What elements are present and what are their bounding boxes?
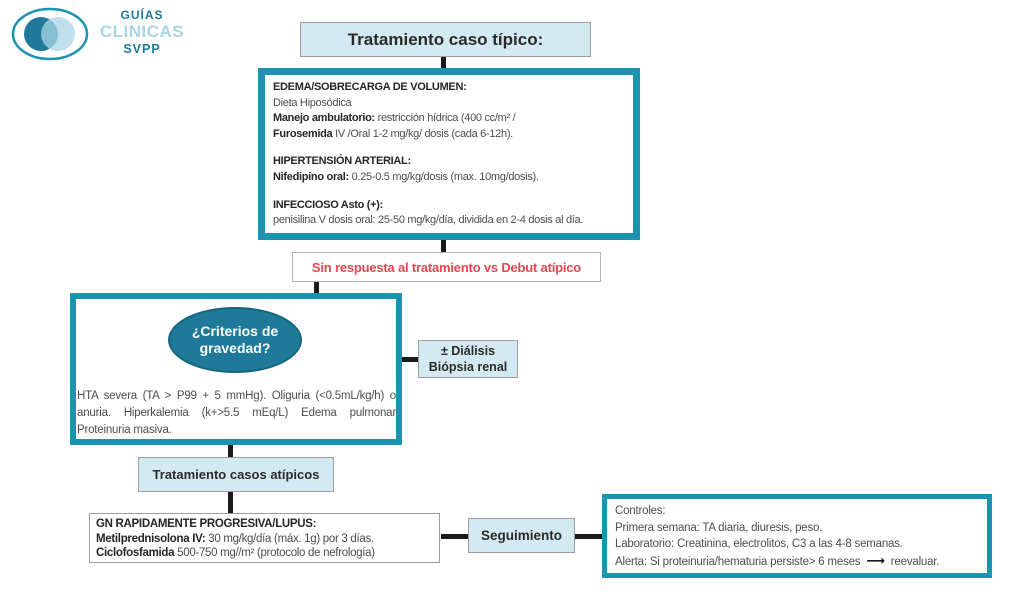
spacer (273, 186, 628, 198)
nifedipino-line: Nifedipino oral: 0.25-0.5 mg/kg/dosis (max. 10mg/dosis). (273, 170, 539, 183)
connector-followup-to-controls (575, 534, 602, 539)
edema-heading: EDEMA/SOBRECARGA DE VOLUMEN: (273, 81, 467, 93)
connector-treatment-to-noresponse (441, 240, 446, 252)
hta-heading: HIPERTENSIÓN ARTERIAL: (273, 155, 411, 168)
controls-heading: Controles: (615, 505, 666, 517)
logo-line-clinicas: CLINICAS (99, 22, 185, 41)
connector-severity-to-atypical (228, 445, 233, 457)
edema-line: Dieta Hiposódica (273, 96, 352, 109)
no-response-box (292, 252, 601, 282)
dialysis-line2: Biópsia renal (428, 360, 508, 374)
alert-line (615, 553, 979, 571)
followup-label: Seguimiento (480, 528, 562, 543)
title-label: Tratamiento caso típico: (347, 29, 544, 49)
penicilina-line: penisilina V dosis oral: 25-50 mg/kg/día, dividida en 2-4 dosis al día. (273, 214, 584, 227)
logo-line-svpp: SVPP (123, 42, 161, 56)
overlapping-circles-icon (10, 6, 90, 67)
connector-gn-to-followup (441, 534, 468, 539)
connector-severity-to-dialysis (402, 357, 418, 362)
logo-text (94, 9, 190, 56)
dialysis-line1: ± Diálisis (440, 344, 496, 358)
manejo-line: Manejo ambulatorio: restricción hídrica (400 cc/m² / (273, 112, 516, 125)
ellipse-line1: ¿Criterios de (191, 323, 279, 339)
severity-question-ellipse (168, 307, 302, 373)
ciclofosfamida-line: Ciclofosfamida 500-750 mg//m² (protocolo de nefrología) (96, 547, 375, 560)
svpp-logo (10, 6, 185, 64)
right-arrow-icon: ⟶ (866, 552, 885, 568)
infeccioso-heading: INFECCIOSO Asto (+): (273, 198, 384, 211)
gn-treatment-box (89, 513, 440, 563)
furosemida-line: Furosemida IV /Oral 1-2 mg/kg/ dosis (cada 6-12h). (273, 127, 513, 140)
spacer (273, 142, 628, 154)
title-box (300, 22, 591, 57)
laboratory-line: Laboratorio: Creatinina, electrolitos, C3 a las 4-8 semanas. (615, 538, 903, 550)
atypical-treatment-box (138, 457, 334, 492)
ellipse-line2: gravedad? (199, 340, 271, 356)
alert-text: Alerta: Si proteinuria/hematuria persiste> 6 meses (615, 555, 861, 568)
connector-title-to-treatment (441, 57, 446, 68)
no-response-label: Sin respuesta al tratamiento vs Debut atípico (311, 259, 582, 275)
followup-box (468, 518, 575, 553)
metilprednisolona-line: Metilprednisolona IV: 30 mg/kg/día (máx. 1g) por 3 días. (96, 532, 374, 545)
logo-line-guias: GUÍAS (120, 8, 164, 22)
atypical-label: Tratamiento casos atípicos (152, 467, 320, 482)
gn-heading: GN RAPIDAMENTE PROGRESIVA/LUPUS: (96, 518, 317, 530)
typical-treatment-box (258, 68, 640, 240)
alert-action-text: reevaluar. (890, 555, 940, 568)
connector-atypical-to-gn (228, 492, 233, 513)
severity-criteria-text: HTA severa (TA > P99 + 5 mmHg). Oliguria (<0.5mL/kg/h) o anuria. Hiperkalemia (k+>5.5 mEq/L) Edema pulmonar Proteinuria masiva. (77, 390, 396, 436)
connector-noresponse-to-severity (314, 282, 319, 293)
first-week-line: Primera semana: TA diaria, diuresis, peso. (615, 521, 823, 534)
dialysis-box (418, 340, 518, 378)
controls-box (602, 494, 992, 578)
